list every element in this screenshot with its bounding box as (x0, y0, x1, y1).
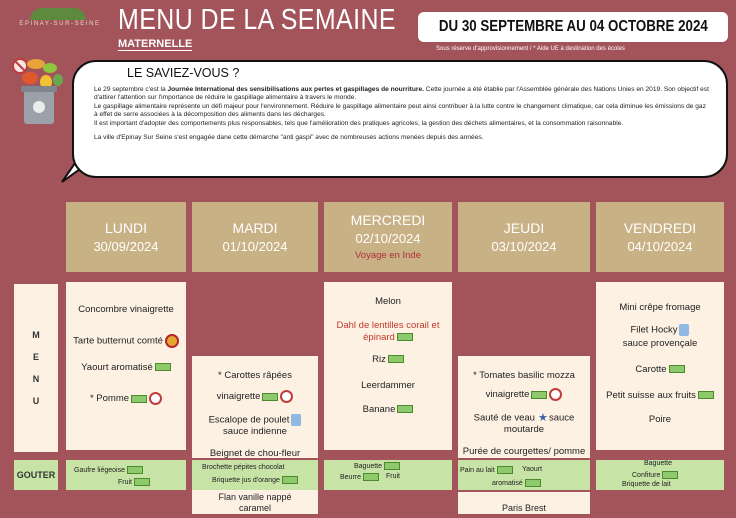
supply-note: Sous réserve d'approvisionnement / * Aide UE à destination des écoles (436, 46, 625, 52)
logo-hill-icon (30, 8, 86, 20)
aop-label-icon (165, 334, 179, 348)
menu-item: moutarde (503, 424, 545, 435)
menu-item: Leerdammer (361, 380, 415, 391)
date-range: DU 30 SEPTEMBRE AU 04 OCTOBRE 2024 (438, 18, 708, 35)
day-theme: Voyage en Inde (354, 250, 422, 261)
organic-ue-icon (662, 471, 678, 479)
menu-item: épinard (328, 332, 448, 344)
eco-label-icon (679, 324, 689, 336)
date-range-box (418, 12, 728, 42)
gouter-item: Fruit (118, 478, 150, 486)
menu-item: Purée de courgettes/ pomme (462, 446, 586, 457)
menu-letter: E (32, 352, 39, 362)
gouter-cell-vendredi (596, 460, 724, 490)
gouter-item: aromatisé (492, 479, 541, 487)
day-name: MERCREDI (350, 212, 426, 228)
gouter-item: Gaufre liégeoise (74, 466, 143, 474)
info-text (94, 86, 710, 142)
quality-label-icon (149, 392, 162, 405)
gouter-cell-jeudi (458, 460, 590, 490)
menu-item: Banane (328, 404, 448, 416)
epinay-logo (12, 8, 108, 32)
menu-item: Beignet de chou-fleur (209, 448, 301, 459)
organic-ue-icon (363, 473, 379, 481)
gouter-item: Pain au lait (460, 466, 513, 474)
organic-ue-icon (155, 363, 171, 371)
star-label-icon: ★ (538, 412, 548, 424)
gouter-item: Briquette de lait (622, 481, 671, 488)
organic-ue-icon (497, 466, 513, 474)
menu-item: Filet Hocky (600, 324, 720, 337)
organic-ue-icon (384, 462, 400, 470)
menu-item: Sauté de veau ★sauce (473, 412, 575, 424)
organic-ue-icon (397, 405, 413, 413)
gouter-item: Beurre (340, 473, 379, 481)
day-name: VENDREDI (623, 220, 697, 236)
info-paragraph-4: La ville d'Epinay Sur Seine s'est engagée dane cette démarche "anti gaspi" avec de nombreuses actions menées depuis des années. (94, 134, 484, 142)
menu-item: * Tomates basilic mozza (473, 370, 575, 381)
day-name: LUNDI (104, 220, 147, 236)
logo-text: EPINAY-SUR-SEINE (19, 21, 101, 27)
gouter-extra-mardi (192, 490, 318, 514)
menu-letter: N (32, 374, 40, 384)
menu-item: * Pomme (70, 392, 182, 405)
gouter-cell-mardi (192, 460, 318, 490)
gouter-item: Briquette jus d'orange (212, 476, 298, 484)
organic-ue-icon (282, 476, 298, 484)
menu-side-label (14, 284, 58, 452)
gouter-cell-lundi (66, 460, 186, 490)
menu-cell-vendredi (596, 282, 724, 450)
organic-ue-icon (669, 365, 685, 373)
gouter-item: Brochette pépites chocolat (202, 464, 285, 471)
info-paragraph-1: Le 29 septembre c'est la Journée International des sensibilisations aux pertes et gaspillages de nourriture. Cette journée a été établie par l'Assemblée générale des Nations Unies en 2019. Son objectif est d'attirer l'attention sur l'importance de réduire le gaspillage alimentaire à travers le monde. (94, 86, 709, 102)
organic-ue-icon (698, 391, 714, 399)
did-you-know-title: LE SAVIEZ-VOUS ? (127, 66, 240, 80)
day-date: 02/10/2024 (355, 231, 421, 246)
day-date: 30/09/2024 (93, 239, 159, 254)
menu-item: Carotte (600, 364, 720, 376)
gouter-item: Baguette (644, 460, 673, 467)
gouter-item: Paris Brest (501, 503, 546, 513)
gouter-item: Baguette (354, 462, 400, 470)
info-paragraph-2: Le gaspillage alimentaire représente un défi majeur pour l'environnement. Réduire le gaspillage alimentaire peut ainsi contribuer à la lutte contre le changement climatique, car cela diminue les émissions de gaz à effet de serre associées à la décomposition des aliments dans les décharges. (94, 102, 706, 119)
organic-ue-icon (531, 391, 547, 399)
organic-ue-icon (262, 393, 278, 401)
menu-letter: U (32, 396, 40, 406)
menu-item: Yaourt aromatisé (70, 362, 182, 374)
menu-item: Riz (328, 354, 448, 366)
menu-letter: M (32, 330, 40, 340)
day-header-lundi (66, 202, 186, 272)
day-header-mercredi (324, 202, 452, 272)
organic-ue-icon (397, 333, 413, 341)
vegetables-bin-icon (6, 52, 70, 130)
day-date: 03/10/2024 (491, 239, 557, 254)
menu-cell-mercredi (324, 282, 452, 450)
menu-cell-lundi (66, 282, 186, 450)
info-paragraph-3: Il est important d'adopter des comportements plus responsables, tels que l'amélioration des pratiques agricoles, la gestion des déchets alimentaires, et la consommation raisonnable. (94, 119, 624, 127)
menu-item: Escalope de poulet (196, 414, 314, 427)
day-date: 01/10/2024 (222, 239, 288, 254)
day-name: MARDI (232, 220, 278, 236)
gouter-side-label: GOUTER (14, 460, 58, 490)
eco-label-icon (291, 414, 301, 426)
menu-item: sauce provençale (622, 338, 698, 349)
menu-item: Mini crêpe fromage (619, 302, 701, 313)
organic-ue-icon (131, 395, 147, 403)
gouter-item: Fruit (386, 473, 400, 480)
day-header-vendredi (596, 202, 724, 272)
organic-ue-icon (388, 355, 404, 363)
menu-item: Concombre vinaigrette (78, 304, 174, 315)
menu-item: Poire (648, 414, 672, 425)
day-header-jeudi (458, 202, 590, 272)
menu-cell-jeudi (458, 356, 590, 458)
quality-label-icon (549, 388, 562, 401)
gouter-item: Confiture (632, 471, 678, 479)
gouter-item: Flan vanille nappé (218, 492, 292, 502)
menu-item: Tarte butternut comté (70, 334, 182, 348)
organic-ue-icon (134, 478, 150, 486)
day-date: 04/10/2024 (627, 239, 693, 254)
organic-ue-icon (525, 479, 541, 487)
menu-item: vinaigrette (462, 388, 586, 401)
day-header-mardi (192, 202, 318, 272)
gouter-item: Yaourt (522, 466, 543, 473)
page-subtitle: MATERNELLE (118, 38, 193, 50)
gouter-item: caramel (238, 503, 271, 513)
gouter-extra-jeudi (458, 492, 590, 514)
gouter-cell-mercredi (324, 460, 452, 490)
menu-item: Melon (375, 296, 401, 307)
menu-item: Petit suisse aux fruits (600, 390, 720, 402)
organic-ue-icon (127, 466, 143, 474)
menu-item: sauce indienne (223, 426, 287, 437)
menu-item: vinaigrette (196, 390, 314, 403)
menu-cell-mardi (192, 356, 318, 458)
menu-item: * Carottes râpées (218, 370, 292, 381)
quality-label-icon (280, 390, 293, 403)
page-title: MENU DE LA SEMAINE (118, 4, 396, 36)
menu-item: Dahl de lentilles corail et (336, 320, 440, 331)
day-name: JEUDI (503, 220, 545, 236)
